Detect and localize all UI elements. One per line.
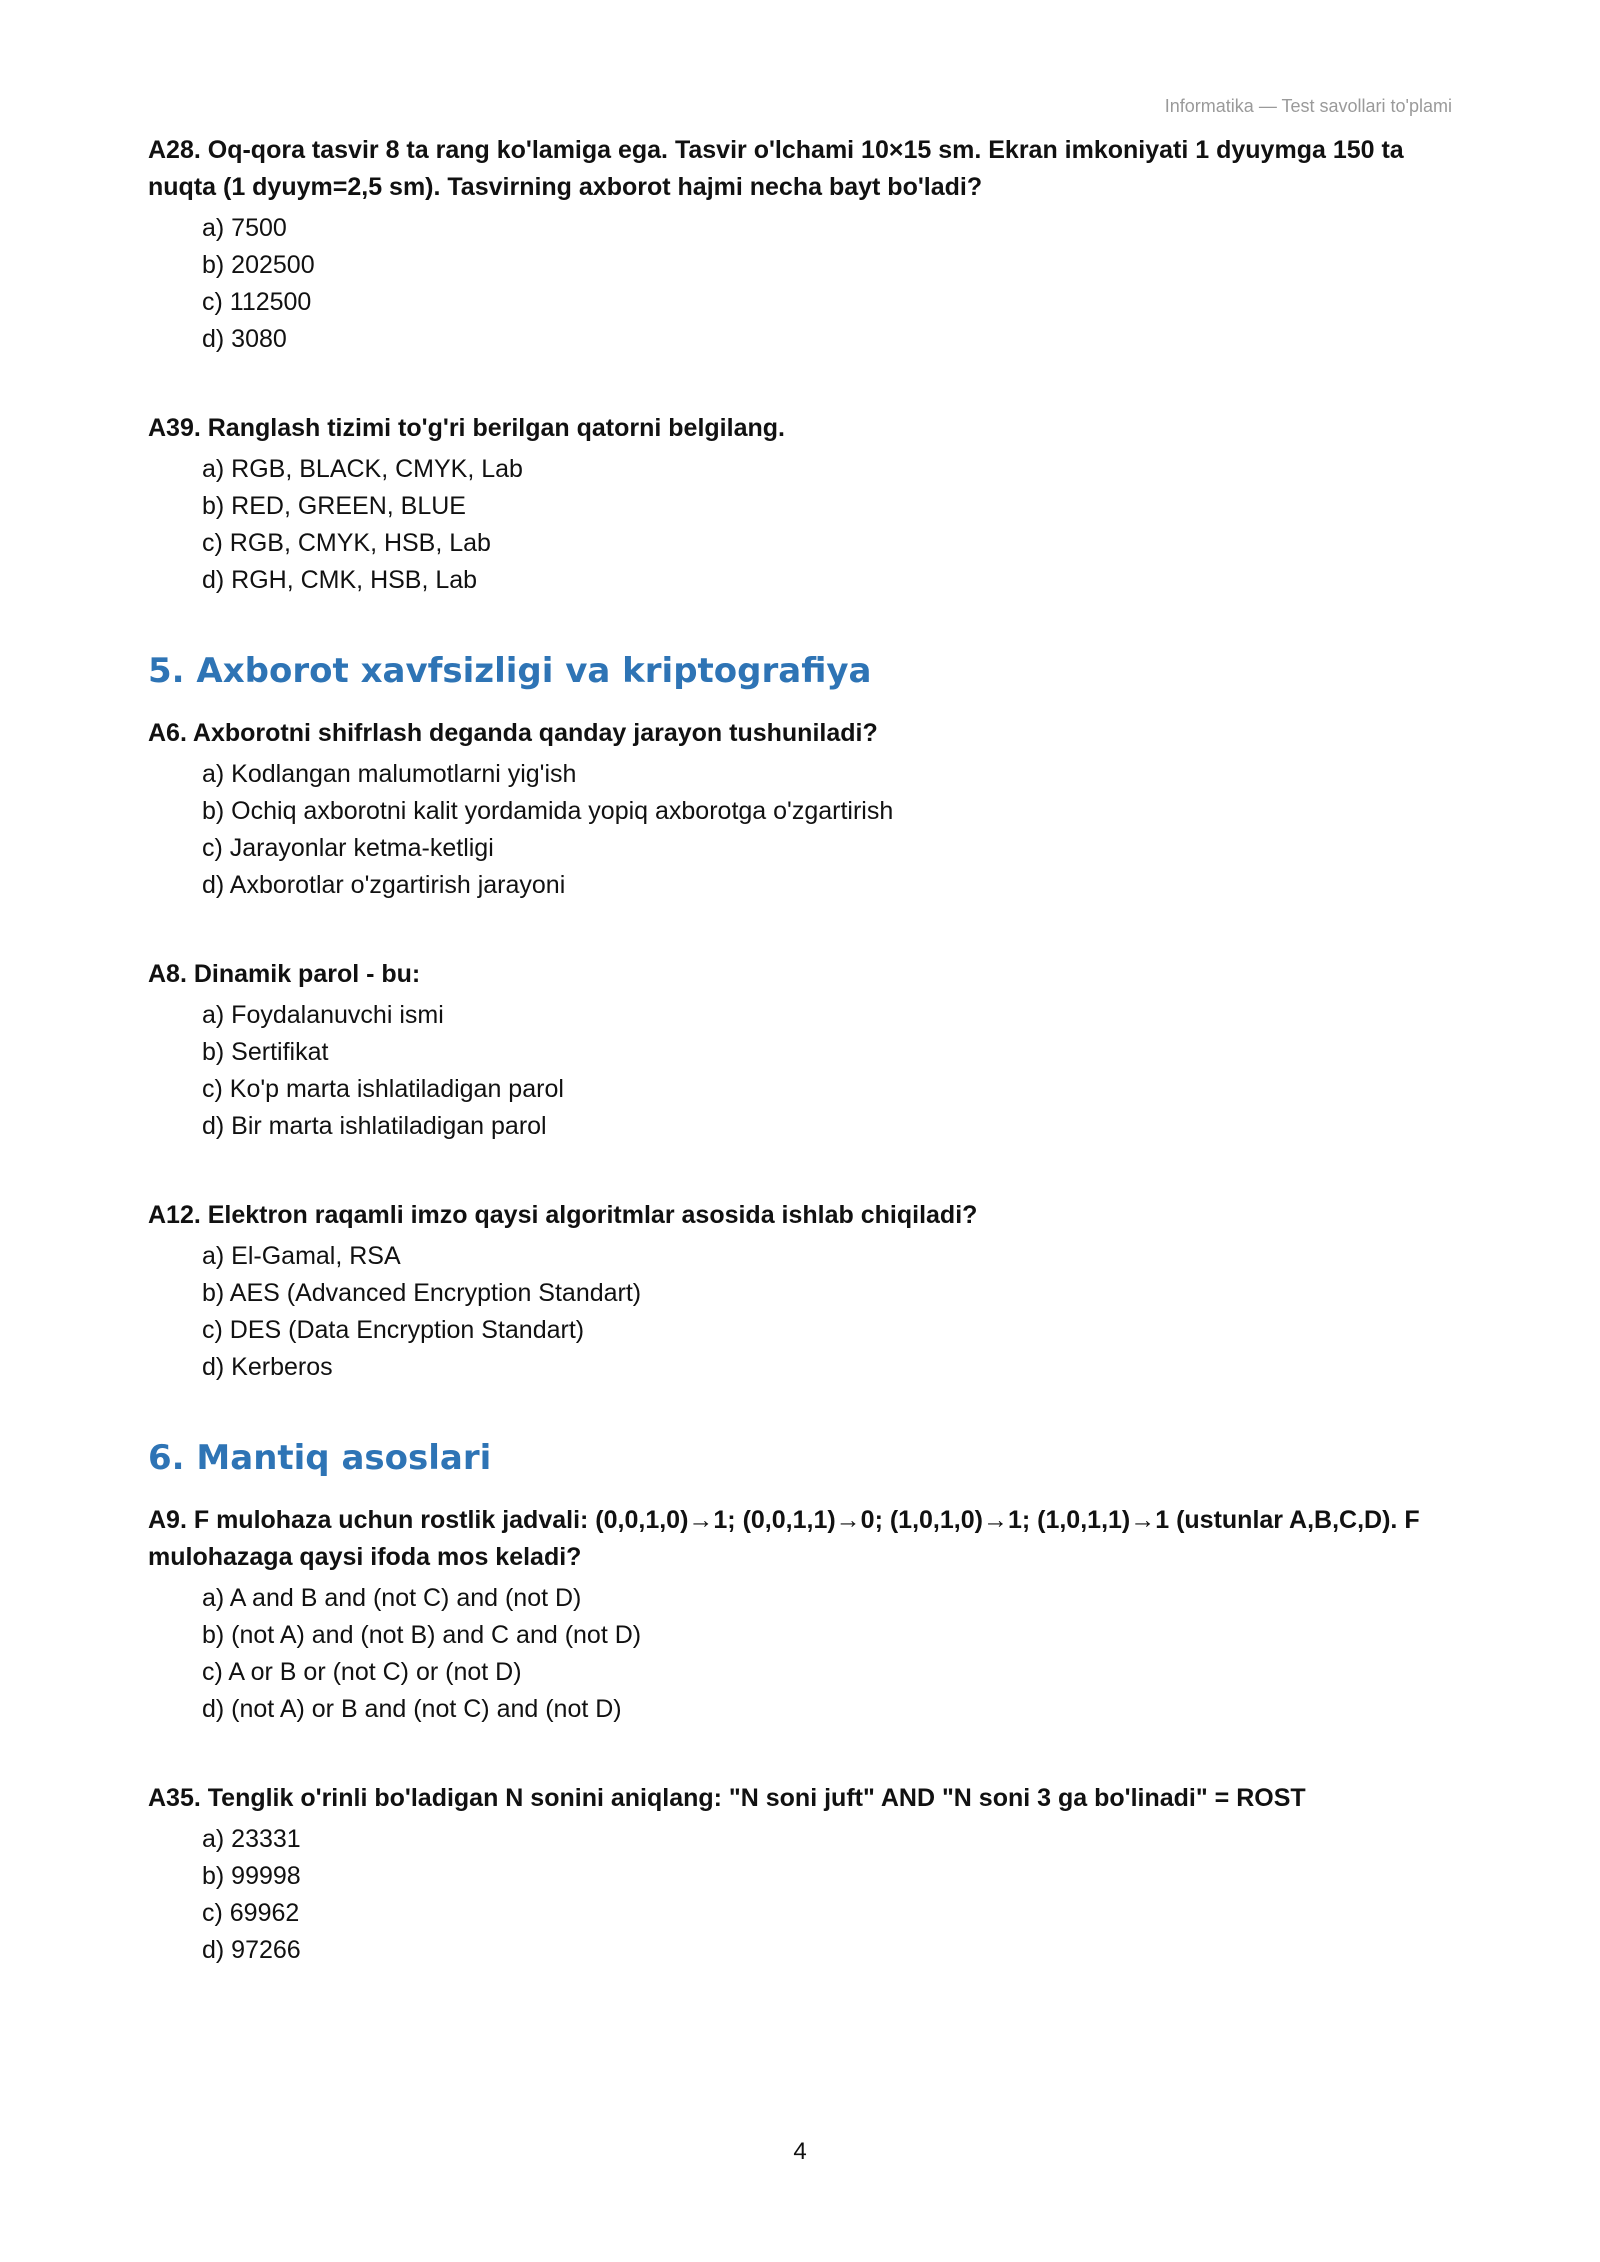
question-block <box>148 1197 1452 1386</box>
question-text: A28. Oq-qora tasvir 8 ta rang ko'lamiga ega. Tasvir o'lchami 10×15 sm. Ekran imkoniyati 1 dyuymga 150 ta nuqta (1 dyuym=2,5 sm). Tasvirning axborot hajmi necha bayt bo'ladi? <box>148 136 1404 201</box>
running-header: Informatika — Test savollari to'plami <box>1164 96 1452 116</box>
answer-option: b) Sertifikat <box>202 1038 329 1066</box>
answer-option: d) 3080 <box>202 325 287 353</box>
answer-options <box>148 1580 1452 1728</box>
answer-option: d) Axborotlar o'zgartirish jarayoni <box>202 871 566 899</box>
page-number: 4 <box>793 2138 807 2165</box>
answer-option: a) 7500 <box>202 214 287 242</box>
answer-option: b) RED, GREEN, BLUE <box>202 492 466 520</box>
answer-option: c) A or B or (not C) or (not D) <box>202 1658 522 1686</box>
document-body <box>148 132 1452 2021</box>
section-heading: 5. Axborot xavfsizligi va kriptografiya <box>148 651 872 691</box>
answer-options <box>148 997 1452 1145</box>
answer-options <box>148 1238 1452 1386</box>
question-block <box>148 410 1452 599</box>
question-text: A35. Tenglik o'rinli bo'ladigan N sonini aniqlang: "N soni juft" AND "N soni 3 ga bo'linadi" = ROST <box>148 1784 1306 1812</box>
answer-option: d) 97266 <box>202 1936 301 1964</box>
question-block <box>148 132 1452 358</box>
question-block <box>148 1502 1452 1728</box>
answer-option: b) (not A) and (not B) and C and (not D) <box>202 1621 642 1649</box>
answer-option: a) RGB, BLACK, CMYK, Lab <box>202 455 523 483</box>
answer-option: b) AES (Advanced Encryption Standart) <box>202 1279 642 1307</box>
answer-options <box>148 756 1452 904</box>
question-text: A8. Dinamik parol - bu: <box>148 960 421 988</box>
answer-option: a) A and B and (not C) and (not D) <box>202 1584 582 1612</box>
answer-option: d) Bir marta ishlatiladigan parol <box>202 1112 547 1140</box>
question-text: A6. Axborotni shifrlash deganda qanday jarayon tushuniladi? <box>148 719 878 747</box>
answer-option: d) RGH, CMK, HSB, Lab <box>202 566 478 594</box>
answer-option: a) Kodlangan malumotlarni yig'ish <box>202 760 577 788</box>
answer-option: c) Ko'p marta ishlatiladigan parol <box>202 1075 564 1103</box>
answer-option: c) 69962 <box>202 1899 300 1927</box>
answer-option: a) Foydalanuvchi ismi <box>202 1001 444 1029</box>
question-block <box>148 956 1452 1145</box>
answer-option: d) (not A) or B and (not C) and (not D) <box>202 1695 622 1723</box>
section-heading: 6. Mantiq asoslari <box>148 1438 492 1478</box>
answer-options <box>148 1821 1452 1969</box>
question-text: A39. Ranglash tizimi to'g'ri berilgan qatorni belgilang. <box>148 414 785 442</box>
answer-option: a) 23331 <box>202 1825 301 1853</box>
answer-options <box>148 210 1452 358</box>
question-text: A12. Elektron raqamli imzo qaysi algoritmlar asosida ishlab chiqiladi? <box>148 1201 978 1229</box>
answer-option: c) 112500 <box>202 288 312 316</box>
question-text: A9. F mulohaza uchun rostlik jadvali: (0,0,1,0)→1; (0,0,1,1)→0; (1,0,1,0)→1; (1,0,1,1)→1 (ustunlar A,B,C,D). F mulohazaga qaysi ifoda mos keladi? <box>148 1506 1420 1571</box>
question-block <box>148 715 1452 904</box>
answer-option: a) El-Gamal, RSA <box>202 1242 401 1270</box>
answer-option: d) Kerberos <box>202 1353 333 1381</box>
answer-option: c) DES (Data Encryption Standart) <box>202 1316 585 1344</box>
answer-option: b) 99998 <box>202 1862 301 1890</box>
answer-option: c) RGB, CMYK, HSB, Lab <box>202 529 491 557</box>
answer-options <box>148 451 1452 599</box>
answer-option: c) Jarayonlar ketma-ketligi <box>202 834 494 862</box>
answer-option: b) 202500 <box>202 251 315 279</box>
answer-option: b) Ochiq axborotni kalit yordamida yopiq axborotga o'zgartirish <box>202 797 894 825</box>
question-block <box>148 1780 1452 1969</box>
